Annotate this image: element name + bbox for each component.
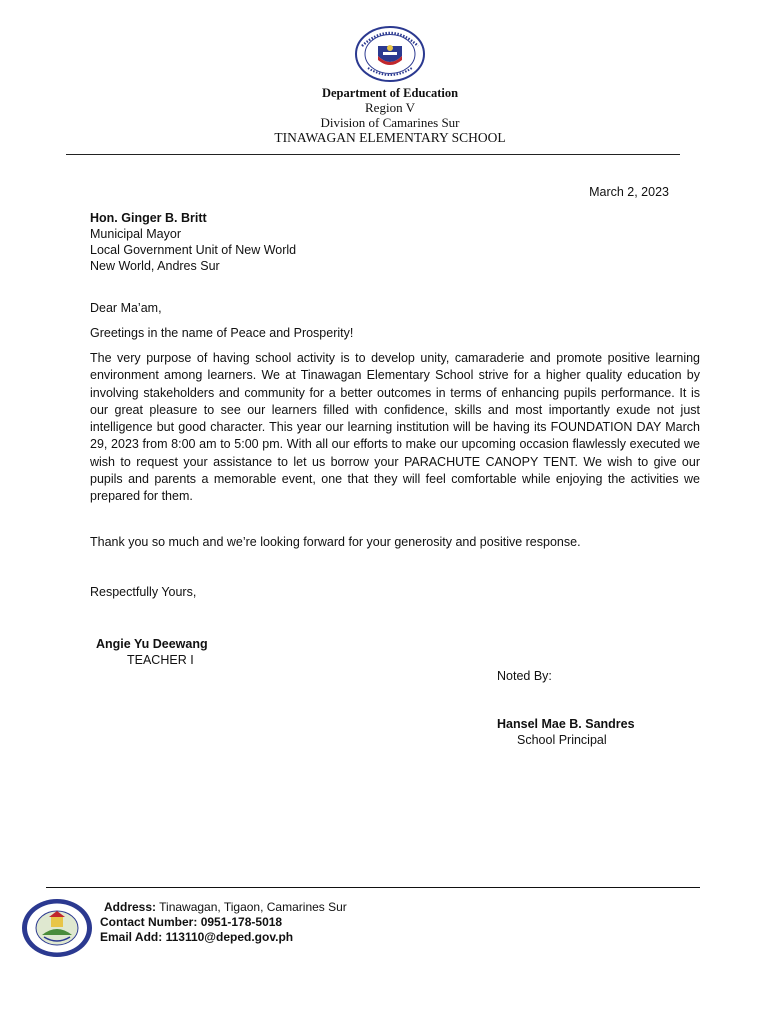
recipient-address: New World, Andres Sur (90, 259, 220, 273)
thanks-line: Thank you so much and we’re looking forward for your generosity and positive response. (90, 535, 581, 549)
principal-title: School Principal (517, 733, 607, 747)
noted-by-label: Noted By: (497, 669, 552, 683)
letter-date: March 2, 2023 (589, 185, 669, 199)
footer-address (104, 900, 347, 915)
footer-email-label: Email Add: (100, 930, 163, 944)
header-school-name: TINAWAGAN ELEMENTARY SCHOOL (274, 130, 506, 145)
principal-name: Hansel Mae B. Sandres (497, 717, 635, 731)
recipient-name: Hon. Ginger B. Britt (90, 211, 207, 225)
footer-email (100, 930, 293, 945)
greeting-line: Greetings in the name of Peace and Prosperity! (90, 326, 354, 340)
footer-email-value: 113110@deped.gov.ph (165, 930, 294, 944)
recipient-position: Municipal Mayor (90, 227, 182, 241)
footer-divider (46, 887, 700, 888)
footer-address-label: Address: (104, 900, 157, 914)
letter-body-paragraph: The very purpose of having school activity is to develop unity, camaraderie and promote positive learning environment among learners. We at Tinawagan Elementary School strive for a higher quality education by involving stakeholders and community for a better outcomes in terms of enhancing pupils performance. It is our great pleasure to see our learners filled with confidence, skills and most importantly exude not just intelligence but good character. This year our learning institution will be having its FOUNDATION DAY March 29, 2023 from 8:00 am to 5:00 pm. With all our efforts to make our upcoming occasion flawlessly executed we wish to request your assistance to let us borrow your PARACHUTE CANOPY TENT. We wish to give our pupils and parents a memorable event, one that they will feel comfortable while enjoying the activities we prepared for them. (90, 351, 700, 504)
footer-address-value: Tinawagan, Tigaon, Camarines Sur (159, 900, 347, 914)
footer-contact (100, 915, 282, 930)
closing: Respectfully Yours, (90, 585, 197, 599)
header-department: Department of Education (321, 86, 459, 100)
sender-title: TEACHER I (127, 653, 194, 667)
footer-contact-label: Contact Number: (100, 915, 198, 929)
header-division: Division of Camarines Sur (320, 115, 460, 130)
header-divider (66, 154, 680, 155)
deped-seal-logo (354, 26, 426, 82)
salutation: Dear Ma’am, (90, 301, 162, 315)
recipient-organization: Local Government Unit of New World (90, 243, 297, 257)
school-seal-logo (20, 897, 94, 959)
sender-name: Angie Yu Deewang (96, 637, 208, 651)
header-region: Region V (365, 100, 415, 115)
footer-contact-value: 0951-178-5018 (200, 915, 283, 929)
